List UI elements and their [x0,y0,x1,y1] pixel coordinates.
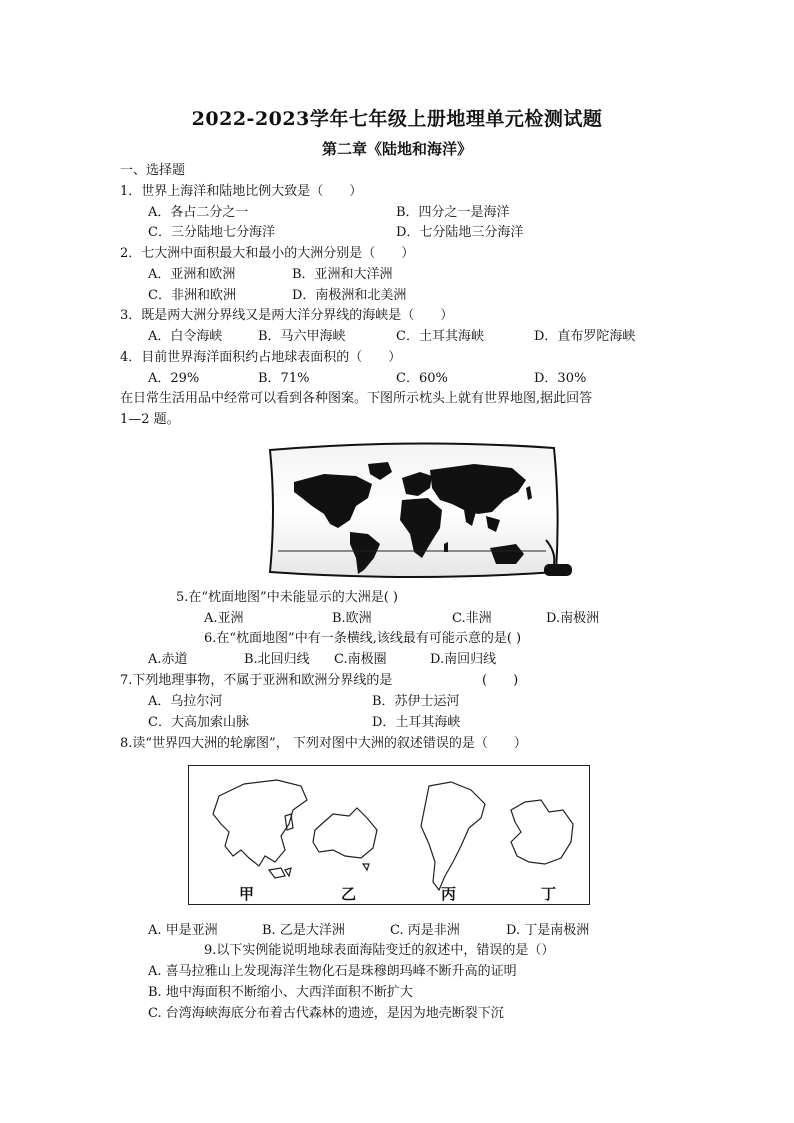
section-heading: 一、选择题 [120,163,186,178]
q7-stem: 7.下列地理事物，不属于亚洲和欧洲分界线的是 [120,673,393,688]
q2-option-c: C．非洲和欧洲 [148,288,236,303]
q4-option-c: C．60% [396,371,448,386]
figure-label-ding: 丁 [541,885,557,903]
q4-option-b: B．71% [258,371,310,386]
q8-stem: 8.读“世界四大洲的轮廓图”， 下列对图中大洲的叙述错误的是（ ） [120,736,527,751]
q3-option-d: D．直布罗陀海峡 [534,329,636,344]
figure-label-bing: 丙 [441,885,457,903]
q9-stem: 9.以下实例能说明地球表面海陆变迁的叙述中，错误的是（） [204,943,555,958]
q1-stem: 1．世界上海洋和陆地比例大致是（ ） [120,184,363,199]
pillow-map-image [264,440,576,580]
q2-option-a: A．亚洲和欧洲 [148,267,236,282]
q5-option-d: D.南极洲 [546,611,600,626]
q8-option-d: D. 丁是南极洲 [506,923,590,938]
q8-option-c: C. 丙是非洲 [390,923,460,938]
q1-option-d: D．七分陆地三分海洋 [396,225,524,240]
page-title: 2022-2023学年七年级上册地理单元检测试题 [191,108,603,130]
q3-option-b: B．马六甲海峡 [258,329,346,344]
q3-option-c: C．土耳其海峡 [396,329,484,344]
q3-option-a: A．白令海峡 [148,329,223,344]
figure-label-jia: 甲 [239,885,255,903]
q1-option-a: A．各占二分之一 [148,205,249,220]
q9-option-c: C. 台湾海峡海底分布着古代森林的遗迹，是因为地壳断裂下沉 [148,1006,504,1021]
q2-stem: 2．七大洲中面积最大和最小的大洲分别是（ ） [120,246,415,261]
q8-option-b: B. 乙是大洋洲 [262,923,345,938]
q1-option-b: B．四分之一是海洋 [396,205,510,220]
q7-option-b: B．苏伊士运河 [372,694,460,709]
q5-stem: 5.在“枕面地图”中未能显示的大洲是( ) [176,590,398,605]
continent-outline-figure [188,765,590,905]
q7-option-c: C．大高加索山脉 [148,715,249,730]
q5-option-b: B.欧洲 [332,611,372,626]
figure-label-yi: 乙 [341,885,357,903]
q2-option-d: D．南极洲和北美洲 [292,288,407,303]
q3-stem: 3．既是两大洲分界线又是两大洋分界线的海峡是（ ） [120,308,454,323]
intro-text-line1: 在日常生活用品中经常可以看到各种图案。下图所示枕头上就有世界地图,据此回答 [120,391,593,406]
q7-option-a: A．乌拉尔河 [148,694,223,709]
q6-option-c: C.南极圈 [334,652,387,667]
q4-stem: 4．目前世界海洋面积约占地球表面积的（ ） [120,350,402,365]
q9-option-b: B. 地中海面积不断缩小、大西洋面积不断扩大 [148,985,413,1000]
q6-option-a: A.赤道 [148,652,188,667]
q6-stem: 6.在“枕面地图”中有一条横线,该线最有可能示意的是( ) [204,631,522,646]
pillow-world-map-figure [264,440,576,580]
q5-option-c: C.非洲 [452,611,492,626]
q4-option-d: D．30% [534,371,587,386]
q8-option-a: A. 甲是亚洲 [148,923,218,938]
intro-text-line2: 1—2 题。 [120,412,180,427]
q1-option-c: C．三分陆地七分海洋 [148,225,275,240]
q5-option-a: A.亚洲 [204,611,244,626]
q7-answer-paren: ( ) [482,673,519,688]
page-subtitle: 第二章《陆地和海洋》 [321,140,472,158]
q6-option-d: D.南回归线 [430,652,497,667]
q9-option-a: A. 喜马拉雅山上发现海洋生物化石是珠穆朗玛峰不断升高的证明 [148,964,517,979]
q6-option-b: B.北回归线 [244,652,310,667]
q7-option-d: D．土耳其海峡 [372,715,461,730]
q4-option-a: A．29% [148,371,200,386]
q2-option-b: B．亚洲和大洋洲 [292,267,393,282]
